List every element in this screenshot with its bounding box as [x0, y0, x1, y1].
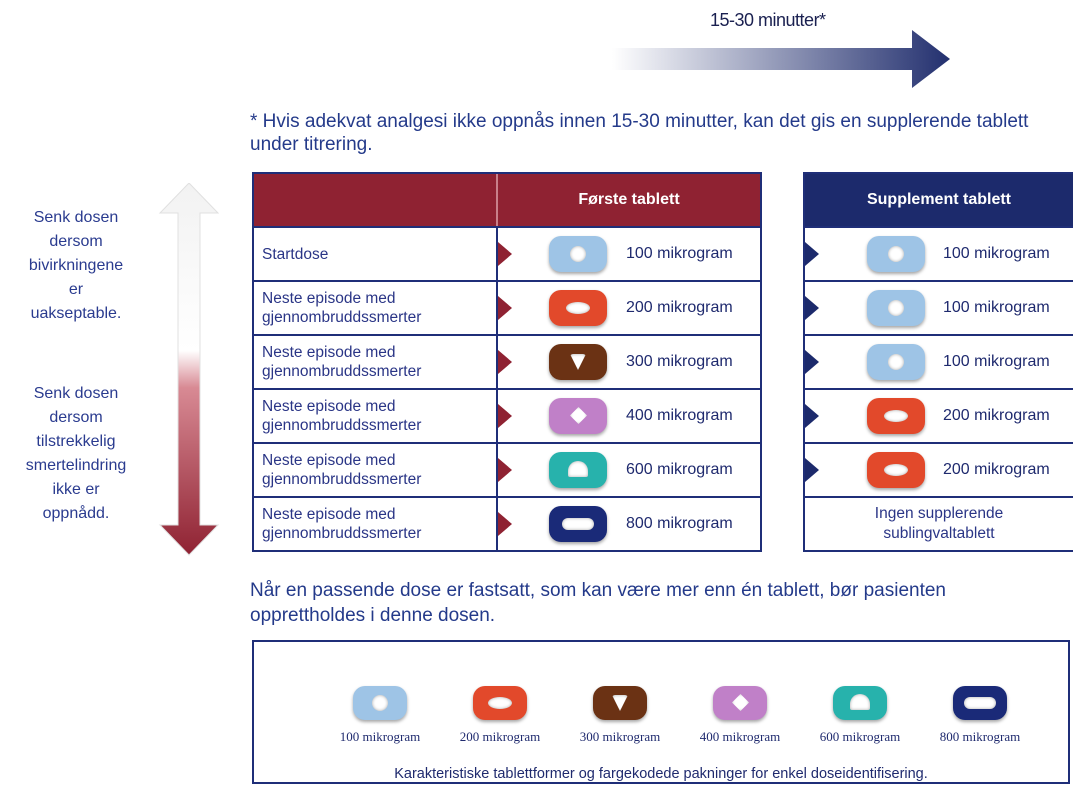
- no-supplement-note: [805, 498, 1073, 550]
- dose-value: 800 mikrogram: [626, 515, 733, 532]
- table-row: [254, 442, 760, 496]
- table-row: [805, 280, 1073, 334]
- tablet-600-icon: [833, 686, 887, 720]
- tablet-400-icon: [713, 686, 767, 720]
- legend-item: [442, 686, 558, 745]
- text-line: ikke er: [52, 481, 100, 498]
- text-line: uakseptable.: [30, 305, 122, 322]
- tablet-100-icon: [549, 236, 607, 272]
- tablet-100-icon: [867, 344, 925, 380]
- tablet-300-icon: [549, 344, 607, 380]
- text-line: Neste episode med: [262, 344, 396, 361]
- row-pointer-icon: [498, 242, 512, 266]
- tablet-600-icon: [549, 452, 607, 488]
- text-line: Neste episode med: [262, 398, 396, 415]
- text-line: gjennombruddssmerter: [262, 363, 422, 380]
- row-pointer-icon: [805, 296, 819, 320]
- row-pointer-icon: [498, 458, 512, 482]
- legend-label: 200 mikrogram: [459, 729, 541, 744]
- dose-value: 600 mikrogram: [626, 461, 733, 478]
- first-tablet-header: [254, 174, 760, 226]
- tablet-800-icon: [953, 686, 1007, 720]
- table-row: [254, 496, 760, 550]
- supplement-tablet-table: [803, 172, 1073, 552]
- dose-value: 100 mikrogram: [943, 245, 1050, 262]
- legend-label: 100 mikrogram: [339, 729, 421, 744]
- episode-label: [262, 336, 492, 388]
- tablet-200-icon: [473, 686, 527, 720]
- reduce-side-effects-note: [0, 206, 152, 326]
- text-line: gjennombruddssmerter: [262, 525, 422, 542]
- legend-label: 600 mikrogram: [819, 729, 901, 744]
- first-tablet-table: [252, 172, 762, 552]
- dose-adjust-arrow-icon: [158, 183, 220, 557]
- first-tablet-title: Første tablett: [578, 191, 680, 208]
- tablet-300-icon: [593, 686, 647, 720]
- legend-label: 400 mikrogram: [699, 729, 781, 744]
- row-pointer-icon: [805, 350, 819, 374]
- text-line: dersom: [49, 233, 103, 250]
- text-line: smertelindring: [25, 457, 127, 474]
- text-line: tilstrekkelig: [36, 433, 116, 450]
- legend-label: 800 mikrogram: [939, 729, 1021, 744]
- episode-label: [262, 390, 492, 442]
- dose-value: 100 mikrogram: [943, 299, 1050, 316]
- tablet-100-icon: [867, 236, 925, 272]
- dose-value: 200 mikrogram: [626, 299, 733, 316]
- text-line: oppnådd.: [42, 505, 110, 522]
- legend-item: [922, 686, 1038, 745]
- time-label: 15-30 minutter*: [710, 10, 826, 30]
- episode-label: [262, 444, 492, 496]
- dose-value: 200 mikrogram: [943, 461, 1050, 478]
- text-line: sublingvaltablett: [883, 525, 995, 542]
- row-pointer-icon: [805, 458, 819, 482]
- text-line: Neste episode med: [262, 290, 396, 307]
- text-line: Ingen supplerende: [874, 505, 1004, 522]
- text-line: gjennombruddssmerter: [262, 417, 422, 434]
- text-line: Senk dosen: [33, 209, 119, 226]
- table-row: [254, 280, 760, 334]
- dose-value: 100 mikrogram: [943, 353, 1050, 370]
- episode-label: [262, 498, 492, 550]
- text-line: Neste episode med: [262, 452, 396, 469]
- table-row: [805, 334, 1073, 388]
- tablet-200-icon: [867, 398, 925, 434]
- legend-item: [322, 686, 438, 745]
- dose-value: 300 mikrogram: [626, 353, 733, 370]
- legend-item: [682, 686, 798, 745]
- row-pointer-icon: [498, 350, 512, 374]
- text-line: Startdose: [262, 245, 329, 263]
- legend-caption: Karakteristiske tablettformer og fargekodede pakninger for enkel doseidentifisering.: [394, 766, 928, 782]
- table-row: [254, 334, 760, 388]
- tablet-legend: [252, 640, 1070, 784]
- tablet-800-icon: [549, 506, 607, 542]
- dose-value: 200 mikrogram: [943, 407, 1050, 424]
- supplement-tablet-title: Supplement tablett: [805, 174, 1073, 226]
- text-line: Neste episode med: [262, 506, 396, 523]
- reduce-insufficient-relief-note: [0, 382, 152, 526]
- text-line: dersom: [49, 409, 103, 426]
- episode-label: [262, 282, 492, 334]
- dose-value: 400 mikrogram: [626, 407, 733, 424]
- row-pointer-icon: [498, 296, 512, 320]
- dose-value: 100 mikrogram: [626, 245, 733, 262]
- table-row: [805, 388, 1073, 442]
- tablet-200-icon: [867, 452, 925, 488]
- legend-item: [562, 686, 678, 745]
- legend-label: 300 mikrogram: [579, 729, 661, 744]
- table-row: [254, 226, 760, 280]
- tablet-100-icon: [867, 290, 925, 326]
- tablet-100-icon: [353, 686, 407, 720]
- text-line: er: [68, 281, 84, 298]
- table-row: [805, 496, 1073, 550]
- row-pointer-icon: [805, 404, 819, 428]
- table-row: [805, 226, 1073, 280]
- time-arrow-icon: [612, 28, 952, 90]
- episode-label: [262, 228, 492, 280]
- table-row: [805, 442, 1073, 496]
- text-line: Senk dosen: [33, 385, 119, 402]
- legend-item: [802, 686, 918, 745]
- footnote: * Hvis adekvat analgesi ikke oppnås innen 15-30 minutter, kan det gis en supplerende tablett under titrering.: [250, 111, 1029, 155]
- row-pointer-icon: [498, 512, 512, 536]
- text-line: gjennombruddssmerter: [262, 471, 422, 488]
- row-pointer-icon: [805, 242, 819, 266]
- table-row: [254, 388, 760, 442]
- text-line: bivirkningene: [28, 257, 124, 274]
- text-line: gjennombruddssmerter: [262, 309, 422, 326]
- maintenance-note: Når en passende dose er fastsatt, som kan være mer enn én tablett, bør pasienten opprettholdes i denne dosen.: [250, 580, 946, 626]
- tablet-400-icon: [549, 398, 607, 434]
- row-pointer-icon: [498, 404, 512, 428]
- tablet-200-icon: [549, 290, 607, 326]
